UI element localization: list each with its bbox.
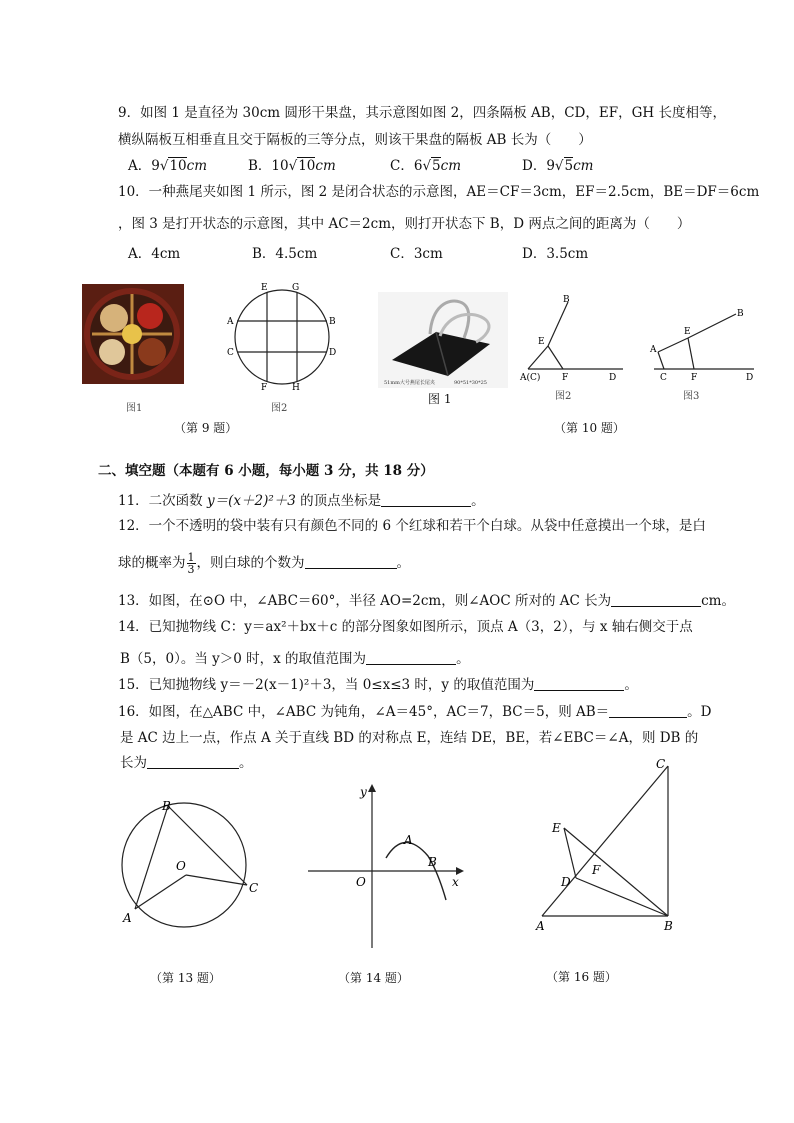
label-c: C xyxy=(660,373,667,383)
caption-q16: （第 16 题） xyxy=(546,970,617,984)
label-y: y xyxy=(360,785,367,799)
segment-ca xyxy=(658,352,664,369)
label-c: C xyxy=(227,348,234,358)
tray-circle xyxy=(235,290,329,384)
x-axis-arrow xyxy=(456,867,464,875)
label-c: C xyxy=(249,881,259,895)
label-f: F xyxy=(592,863,601,877)
segment-ef xyxy=(548,346,563,369)
q16-line1: 16．如图，在△ABC 中，∠ABC 为钝角，∠A＝45°，AC＝7，BC＝5，则 AB＝ 。D xyxy=(118,704,712,720)
label-d: D xyxy=(609,373,617,383)
candy-compartment xyxy=(137,303,163,329)
seeds-compartment xyxy=(99,339,125,365)
center-gold-ornament xyxy=(122,324,142,344)
segment-db xyxy=(576,878,668,916)
label-b: B xyxy=(329,317,336,327)
q10-option-a: A．4cm xyxy=(128,246,181,262)
fig10-3-label: 图3 xyxy=(683,391,700,402)
dates-compartment xyxy=(138,338,166,366)
section-title: 二、填空题（本题有 6 小题，每小题 3 分，共 18 分） xyxy=(98,463,434,479)
q9-option-d: D．9√5cm xyxy=(522,158,594,174)
q10-option-c: C．3cm xyxy=(390,246,443,262)
label-h: H xyxy=(292,383,300,392)
segment-ef xyxy=(688,338,694,369)
label-b: B xyxy=(664,919,673,933)
q11: 11．二次函数 y＝(x＋2)²＋3 的顶点坐标是 。 xyxy=(118,493,485,509)
q9-option-a: A．9√10cm xyxy=(128,158,208,174)
label-a-c: A(C) xyxy=(520,373,541,383)
fig9-1-label: 图1 xyxy=(126,403,143,414)
probability-fraction: $\frac{1}{3}$ xyxy=(187,551,195,576)
label-d: D xyxy=(746,373,754,383)
answer-blank[interactable] xyxy=(305,554,397,569)
q12-line2: 球的概率为 $\frac{1}{3}$ ，则白球的个数为 。 xyxy=(118,551,410,576)
label-b: B xyxy=(563,295,570,305)
answer-blank[interactable] xyxy=(381,492,471,507)
q14-line1: 14．已知抛物线 C：y＝ax²＋bx＋c 的部分图象如图所示，顶点 A（3，2），与 x 轴右侧交于点 xyxy=(118,619,693,635)
q9-line2: 横纵隔板互相垂直且交于隔板的三等分点，则该干果盘的隔板 AB 长为（ ） xyxy=(118,132,592,148)
fig10-2-diagram xyxy=(518,290,628,386)
label-f: F xyxy=(562,373,569,383)
label-a: A xyxy=(536,919,545,933)
label-d: D xyxy=(329,348,337,358)
fig10-1-label: 图 1 xyxy=(428,392,452,406)
q10-line1: 10．一种燕尾夹如图 1 所示，图 2 是闭合状态的示意图，AE＝CF＝3cm，EF＝2.5cm，BE＝DF＝6cm xyxy=(118,184,760,200)
q16-line2: 是 AC 边上一点，作点 A 关于直线 BD 的对称点 E，连结 DE，BE，若∠EBC＝∠A，则 DB 的 xyxy=(120,730,699,746)
q9-line1: 9．如图 1 是直径为 30cm 圆形干果盘，其示意图如图 2，四条隔板 AB，CD，EF，GH 长度相等， xyxy=(118,105,726,121)
answer-blank-db[interactable] xyxy=(147,754,239,769)
segment-eb xyxy=(548,302,568,346)
label-e: E xyxy=(538,337,545,347)
label-f: F xyxy=(261,383,268,392)
q16-line3: 长为 。 xyxy=(120,755,253,771)
segment-eb xyxy=(688,314,736,338)
label-a: A xyxy=(650,345,657,355)
segment-ae xyxy=(658,338,688,352)
segment-ao xyxy=(135,875,186,909)
segment-ac xyxy=(542,766,668,916)
clip-caption-left: 51mm大号燕尾长尾夹 xyxy=(384,380,435,386)
fig13-diagram xyxy=(110,795,270,935)
q12-line1: 12．一个不透明的袋中装有只有颜色不同的 6 个红球和若干个白球。从袋中任意摸出一个球，是白 xyxy=(118,518,706,534)
fig10-2-label: 图2 xyxy=(555,391,572,402)
q10-option-d: D．3.5cm xyxy=(522,246,589,262)
segment-ed xyxy=(564,828,576,878)
label-b: B xyxy=(162,799,171,813)
q15: 15．已知抛物线 y＝－2(x－1)²＋3，当 0≤x≤3 时，y 的取值范围为 。 xyxy=(118,677,638,693)
label-e: E xyxy=(261,283,268,293)
q10-line2: ，图 3 是打开状态的示意图，其中 AC＝2cm，则打开状态下 B，D 两点之间的距离为（ ） xyxy=(118,216,691,232)
label-o: O xyxy=(176,859,186,873)
y-axis-arrow xyxy=(368,784,376,792)
fig9-2-label: 图2 xyxy=(271,403,288,414)
label-f: F xyxy=(691,373,698,383)
label-c: C xyxy=(656,757,666,771)
nuts-compartment xyxy=(100,304,128,332)
label-d: D xyxy=(561,875,571,889)
caption-q9: （第 9 题） xyxy=(174,421,238,435)
binder-clip-photo xyxy=(378,292,508,388)
fig16-diagram xyxy=(528,756,688,936)
label-e: E xyxy=(684,327,691,337)
label-g: G xyxy=(292,283,300,293)
clip-caption-right: 90*51*30*25 xyxy=(454,380,487,386)
q10-option-b: B．4.5cm xyxy=(252,246,318,262)
label-b: B xyxy=(428,855,437,869)
answer-blank[interactable] xyxy=(366,650,456,665)
label-o: O xyxy=(356,875,366,889)
q13: 13．如图，在⊙O 中，∠ABC＝60°，半径 AO=2cm，则∠AOC 所对的 AC 长为 cm。 xyxy=(118,593,735,609)
answer-blank[interactable] xyxy=(534,676,624,691)
segment-bc xyxy=(168,806,247,885)
q9-option-b: B．10√10cm xyxy=(248,158,336,174)
label-a: A xyxy=(404,833,413,847)
caption-q14: （第 14 题） xyxy=(338,971,409,985)
fig14-diagram xyxy=(300,780,472,952)
fig10-3-diagram xyxy=(646,302,758,386)
answer-blank-ab[interactable] xyxy=(609,703,687,718)
label-x: x xyxy=(452,875,459,889)
segment-ae xyxy=(528,346,548,369)
answer-blank[interactable] xyxy=(611,592,701,607)
label-a: A xyxy=(227,317,234,327)
q14-line2: B（5，0）。当 y＞0 时，x 的取值范围为 。 xyxy=(120,651,470,667)
q9-option-c: C．6√5cm xyxy=(390,158,462,174)
caption-q10: （第 10 题） xyxy=(554,421,625,435)
label-a: A xyxy=(123,911,132,925)
caption-q13: （第 13 题） xyxy=(150,971,221,985)
fruit-tray-photo xyxy=(82,284,184,384)
fig9-2-diagram xyxy=(224,280,340,392)
label-b: B xyxy=(737,309,744,319)
label-e: E xyxy=(552,821,561,835)
